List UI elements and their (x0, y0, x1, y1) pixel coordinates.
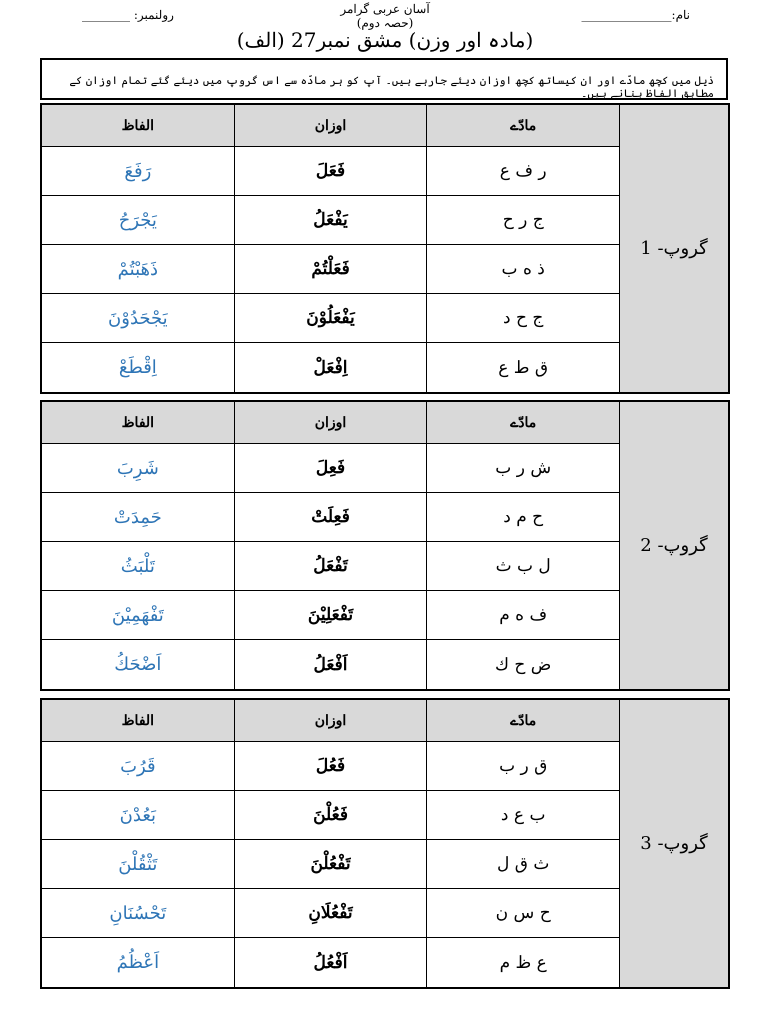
alfaz-cell: اَعْظُمُ (42, 938, 235, 987)
book-title-text: آسان عربی گرامر (340, 2, 430, 16)
group-3-table (40, 698, 730, 989)
alfaz-cell: تَثْقُلْنَ (42, 840, 235, 888)
col-header-awzan: اوزان (235, 402, 428, 443)
instruction-text: ذیل میں کچھ مادّے اور ان کیساتھ کچھ اوزان دیئے جارہے ہیں۔ آپ کو ہر مادّہ سے اس گروپ میں دیئے گئے تمام اوزان کے مطابق الفاظ بنانے ہیں۔ (69, 74, 714, 100)
wazn-cell: تَفْعَلِيْنَ (235, 591, 428, 639)
madda-cell: ش ر ب (427, 444, 620, 492)
table-row (42, 742, 620, 791)
group-2-columns (42, 402, 620, 689)
alfaz-cell: اَضْحَكُ (42, 640, 235, 689)
group-3-columns (42, 700, 620, 987)
group-3-label: گروپ- 3 (620, 700, 728, 987)
alfaz-cell: تَفْهَمِيْنَ (42, 591, 235, 639)
table-row (42, 840, 620, 889)
table-row (42, 444, 620, 493)
madda-cell: ذ ه ب (427, 245, 620, 293)
table-header-row (42, 402, 620, 444)
madda-cell: ق ط ع (427, 343, 620, 392)
madda-cell: ح س ن (427, 889, 620, 937)
madda-cell: ض ح ك (427, 640, 620, 689)
wazn-cell: يَفْعَلُوْنَ (235, 294, 428, 342)
alfaz-cell: ذَهَبْتُمْ (42, 245, 235, 293)
wazn-cell: فَعُلَ (235, 742, 428, 790)
group-1-table (40, 103, 730, 394)
table-row (42, 294, 620, 343)
table-header-row (42, 700, 620, 742)
col-header-alfaz: الفاظ (42, 402, 235, 443)
col-header-mawad: مادّے (427, 105, 620, 146)
table-header-row (42, 105, 620, 147)
wazn-cell: اَفْعُلُ (235, 938, 428, 987)
col-header-alfaz: الفاظ (42, 700, 235, 741)
alfaz-cell: يَجْحَدُوْنَ (42, 294, 235, 342)
table-row (42, 542, 620, 591)
table-row (42, 889, 620, 938)
madda-cell: ع ظ م (427, 938, 620, 987)
madda-cell: ر ف ع (427, 147, 620, 195)
madda-cell: ح م د (427, 493, 620, 541)
madda-cell: ل ب ث (427, 542, 620, 590)
book-title (300, 2, 470, 30)
name-field-label: نام:_______________ (581, 8, 690, 22)
book-part-text: (حصہ دوم) (356, 16, 414, 30)
wazn-cell: تَفْعَلُ (235, 542, 428, 590)
col-header-awzan: اوزان (235, 700, 428, 741)
roll-number-label: رولنمبر: ________ (82, 8, 174, 22)
madda-cell: ب ع د (427, 791, 620, 839)
table-row (42, 196, 620, 245)
wazn-cell: اِفْعَلْ (235, 343, 428, 392)
table-row (42, 343, 620, 392)
madda-cell: ث ق ل (427, 840, 620, 888)
madda-cell: ج ر ح (427, 196, 620, 244)
col-header-mawad: مادّے (427, 700, 620, 741)
alfaz-cell: تَحْسُنَانِ (42, 889, 235, 937)
madda-cell: ج ح د (427, 294, 620, 342)
group-2-table (40, 400, 730, 691)
wazn-cell: فَعَلْتُمْ (235, 245, 428, 293)
table-row (42, 493, 620, 542)
alfaz-cell: اِقْطَعْ (42, 343, 235, 392)
table-row (42, 640, 620, 689)
wazn-cell: تَفْعُلَانِ (235, 889, 428, 937)
alfaz-cell: بَعُدْنَ (42, 791, 235, 839)
wazn-cell: اَفْعَلُ (235, 640, 428, 689)
wazn-cell: فَعِلَتْ (235, 493, 428, 541)
madda-cell: ف ه م (427, 591, 620, 639)
exercise-title: (مادہ اور وزن) مشق نمبر27 (الف) (236, 28, 534, 52)
table-row (42, 938, 620, 987)
group-1-columns (42, 105, 620, 392)
wazn-cell: تَفْعُلْنَ (235, 840, 428, 888)
col-header-alfaz: الفاظ (42, 105, 235, 146)
wazn-cell: فَعَلَ (235, 147, 428, 195)
instruction-box (40, 58, 728, 100)
madda-cell: ق ر ب (427, 742, 620, 790)
table-row (42, 791, 620, 840)
alfaz-cell: تَلْبَثُ (42, 542, 235, 590)
group-2-label: گروپ- 2 (620, 402, 728, 689)
wazn-cell: يَفْعَلُ (235, 196, 428, 244)
alfaz-cell: يَجْرَحُ (42, 196, 235, 244)
alfaz-cell: حَمِدَتْ (42, 493, 235, 541)
table-row (42, 591, 620, 640)
group-1-label: گروپ- 1 (620, 105, 728, 392)
wazn-cell: فَعُلْنَ (235, 791, 428, 839)
alfaz-cell: رَفَعَ (42, 147, 235, 195)
col-header-mawad: مادّے (427, 402, 620, 443)
col-header-awzan: اوزان (235, 105, 428, 146)
table-row (42, 147, 620, 196)
alfaz-cell: شَرِبَ (42, 444, 235, 492)
wazn-cell: فَعِلَ (235, 444, 428, 492)
alfaz-cell: قَرُبَ (42, 742, 235, 790)
table-row (42, 245, 620, 294)
